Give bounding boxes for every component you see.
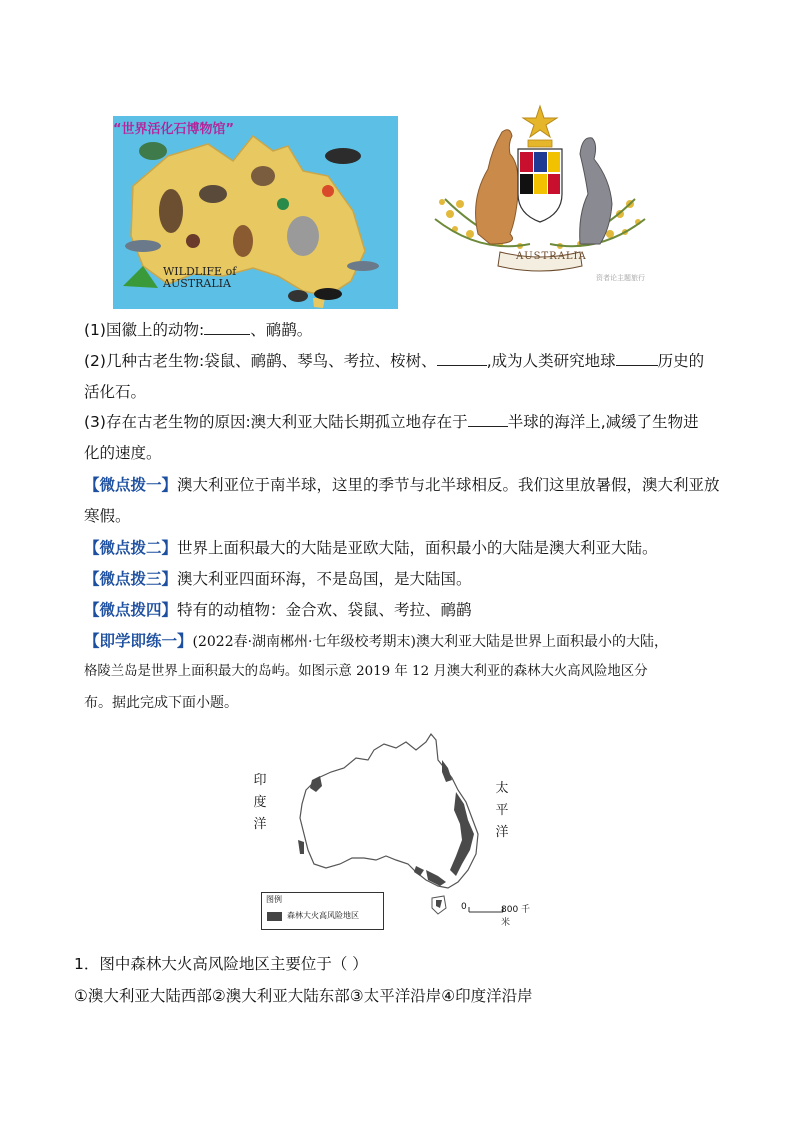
- indian-ocean-char-3: 洋: [253, 817, 267, 832]
- question-3-line-2: 化的速度。: [84, 444, 162, 462]
- scale-zero-label: 0: [461, 902, 467, 912]
- tip-1-line-1: [84, 473, 720, 497]
- fire-risk-map: [253, 730, 546, 930]
- australian-coat-of-arms: [420, 104, 660, 296]
- tip-3-line: [84, 567, 472, 591]
- pacific-ocean-char-1: 太: [495, 781, 509, 796]
- tip-4-line: [84, 598, 472, 622]
- australia-wildlife-illustration: [113, 116, 398, 309]
- pacific-ocean-char-2: 平: [495, 803, 509, 818]
- q3-text-after: 半球的海洋上,减缓了生物进: [507, 413, 699, 431]
- question-1-line: [84, 318, 312, 342]
- indian-ocean-char-1: 印: [253, 773, 267, 788]
- pacific-ocean-char-3: 洋: [495, 825, 509, 840]
- question-1-options: ①澳大利亚大陆西部②澳大利亚大陆东部③太平洋沿岸④印度洋沿岸: [74, 987, 533, 1005]
- indian-ocean-label: [252, 770, 268, 836]
- wildlife-image-caption: [163, 266, 236, 290]
- tip-2-tag: 【微点拨二】: [84, 539, 178, 557]
- tip-4-tag: 【微点拨四】: [84, 601, 178, 619]
- pacific-ocean-label: [494, 778, 510, 844]
- question-1-stem: 1．图中森林大火高风险地区主要位于（ ）: [74, 955, 368, 973]
- tip-2-line: [84, 536, 658, 560]
- legend-title: 图例: [266, 895, 282, 904]
- watermark-text: 资者论主题旅行: [596, 274, 645, 282]
- q2-text-middle: ,成为人类研究地球: [486, 352, 616, 370]
- q3-blank[interactable]: [468, 410, 508, 427]
- question-2-line-1: [84, 349, 704, 373]
- tip-3-tag: 【微点拨三】: [84, 570, 178, 588]
- coat-of-arms-illustration: [420, 104, 660, 296]
- tip-4-text: 特有的动植物：金合欢、袋鼠、考拉、鸸鹋: [177, 601, 472, 619]
- practice-text-1: (2022春·湖南郴州·七年级校考期末)澳大利亚大陆是世界上面积最小的大陆，: [192, 634, 668, 650]
- tip-1-text: 澳大利亚位于南半球，这里的季节与北半球相反。我们这里放暑假，澳大利亚放: [177, 476, 720, 494]
- coat-of-arms-scroll-text: AUSTRALIA: [516, 251, 587, 262]
- caption-line-1: WILDLIFE of: [163, 265, 237, 278]
- tip-3-text: 澳大利亚四面环海，不是岛国，是大陆国。: [177, 570, 472, 588]
- q3-text-before: (3)存在古老生物的原因:澳大利亚大陆长期孤立地存在于: [84, 413, 468, 431]
- q1-text-after: 、鸸鹋。: [250, 321, 313, 339]
- tip-1-tag: 【微点拨一】: [84, 476, 178, 494]
- q1-blank[interactable]: [204, 318, 250, 335]
- scale-distance-label: 800 千米: [501, 905, 531, 928]
- caption-line-2: AUSTRALIA: [163, 277, 231, 290]
- wildlife-image-title: “世界活化石博物馆”: [113, 122, 235, 137]
- scale-bar: [461, 902, 531, 928]
- tip-2-text: 世界上面积最大的大陆是亚欧大陆，面积最小的大陆是澳大利亚大陆。: [177, 539, 658, 557]
- indian-ocean-char-2: 度: [253, 795, 267, 810]
- legend-item-label: 森林大火高风险地区: [287, 911, 359, 920]
- wildlife-map-image: [113, 116, 398, 309]
- practice-line-1: [84, 629, 668, 654]
- legend-swatch: [267, 912, 282, 921]
- q2-blank-1[interactable]: [437, 349, 487, 366]
- q1-text-before: (1)国徽上的动物:: [84, 321, 205, 339]
- practice-line-2: 格陵兰岛是世界上面积最大的岛屿。如图示意 2019 年 12 月澳大利亚的森林大火高风险地区分: [84, 664, 648, 679]
- question-2-line-2: 活化石。: [84, 383, 147, 401]
- q2-text-before: (2)几种古老生物:袋鼠、鸸鹋、琴鸟、考拉、桉树、: [84, 352, 437, 370]
- tip-1-line-2: 寒假。: [84, 507, 131, 525]
- question-3-line-1: [84, 410, 699, 434]
- q2-text-after: 历史的: [657, 352, 705, 370]
- practice-tag: 【即学即练一】: [84, 632, 193, 650]
- q2-blank-2[interactable]: [616, 349, 658, 366]
- practice-line-3: 布。据此完成下面小题。: [84, 695, 238, 711]
- map-legend: [261, 892, 384, 930]
